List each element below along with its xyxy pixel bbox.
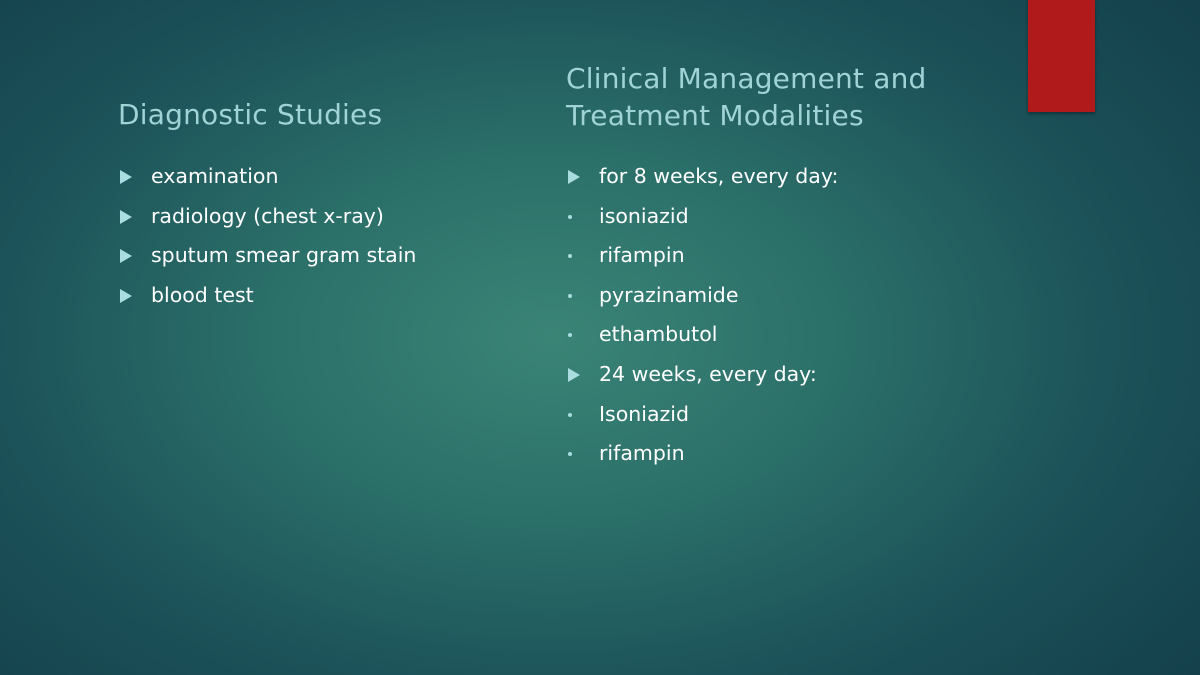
list-item [118, 236, 548, 276]
list-item-text: examination [151, 164, 279, 188]
arrow-icon [118, 157, 138, 197]
accent-bar [1028, 0, 1095, 112]
list-item-text: for 8 weeks, every day: [599, 164, 839, 188]
diagnostic-studies-list [118, 157, 548, 315]
clinical-management-heading: Clinical Management and Treatment Modalities [566, 62, 927, 132]
dot-icon [566, 315, 586, 355]
list-item-text: 24 weeks, every day: [599, 361, 817, 386]
dot-icon [566, 236, 586, 276]
dot-icon [566, 434, 586, 474]
list-item-text: radiology (chest x-ray) [151, 203, 384, 228]
list-item [566, 395, 1026, 435]
dot-icon [566, 395, 586, 435]
treatment-list [566, 157, 1026, 474]
list-item [566, 236, 1026, 276]
arrow-icon [566, 355, 586, 395]
list-item [566, 276, 1026, 316]
list-item [566, 197, 1026, 237]
diagnostic-studies-heading: Diagnostic Studies [118, 98, 383, 131]
dot-icon [566, 197, 586, 237]
list-item-text: Isoniazid [599, 401, 689, 426]
dot-icon [566, 276, 586, 316]
list-item [566, 315, 1026, 355]
list-item [118, 157, 548, 197]
list-item [566, 355, 1026, 395]
arrow-icon [118, 276, 138, 316]
list-item [118, 197, 548, 237]
list-item-text: rifampin [599, 441, 685, 466]
arrow-icon [118, 197, 138, 237]
list-item-text: isoniazid [599, 203, 689, 228]
arrow-icon [118, 236, 138, 276]
list-item [118, 276, 548, 316]
list-item-text: blood test [151, 282, 254, 307]
list-item-text: rifampin [599, 243, 685, 268]
arrow-icon [566, 157, 586, 197]
list-item-text: sputum smear gram stain [151, 243, 417, 268]
list-item-text: pyrazinamide [599, 282, 739, 307]
list-item [566, 434, 1026, 474]
list-item [566, 157, 1026, 197]
list-item-text: ethambutol [599, 322, 718, 347]
